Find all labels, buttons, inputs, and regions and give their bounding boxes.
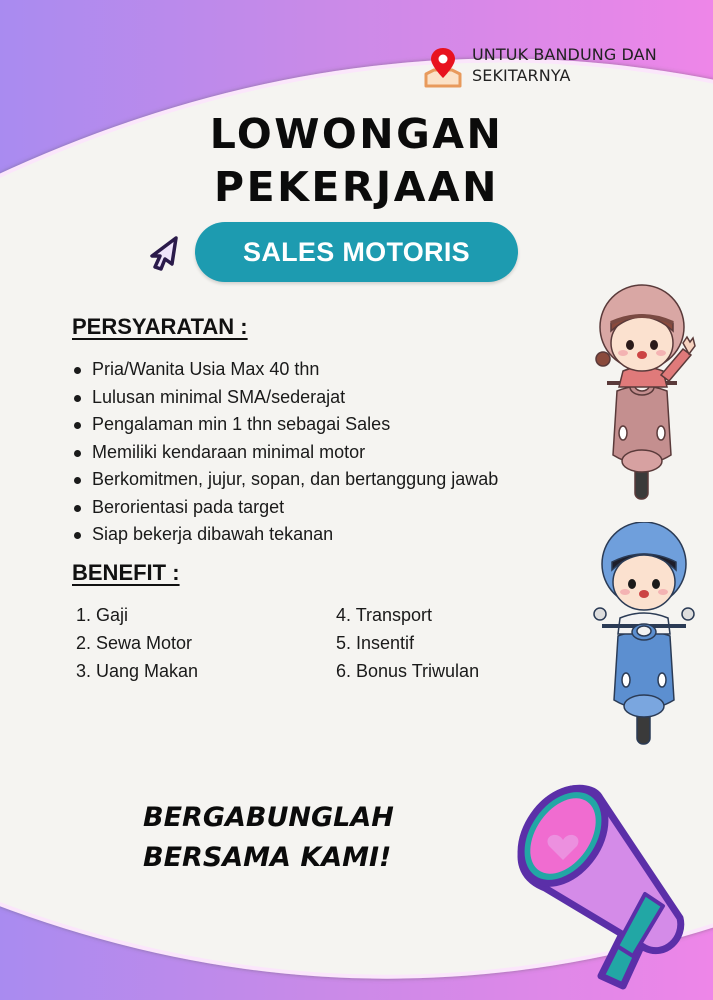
page-title [0,108,713,214]
requirement-item: Pria/Wanita Usia Max 40 thn [72,356,498,384]
cta-line-1: BERGABUNGLAH [143,802,394,833]
location-label [422,44,657,88]
location-line-2: SEKITARNYA [472,66,571,85]
title-line-1: LOWONGAN [209,110,504,158]
benefits-heading: BENEFIT : [72,560,180,585]
position-badge [195,222,518,282]
requirement-item: Berorientasi pada target [72,494,498,522]
requirement-item: Memiliki kendaraan minimal motor [72,439,498,467]
benefit-item: 1. Gaji [76,605,129,625]
requirement-item: Berkomitmen, jujur, sopan, dan bertanggung jawab [72,466,498,494]
title-line-2: PEKERJAAN [214,163,499,211]
benefit-item: 4. Transport [336,605,433,625]
girl-scooter-illustration [583,283,701,503]
boy-scooter-illustration [590,522,700,747]
benefit-item: 6. Bonus Triwulan [336,661,480,681]
location-line-1: UNTUK BANDUNG DAN [472,45,657,64]
requirement-item: Siap bekerja dibawah tekanan [72,521,498,549]
benefit-item: 3. Uang Makan [76,661,199,681]
benefits-list-left [76,601,198,685]
benefits-list-right [336,601,479,685]
requirement-item: Lulusan minimal SMA/sederajat [72,384,498,412]
requirement-item: Pengalaman min 1 thn sebagai Sales [72,411,498,439]
call-to-action [143,798,394,878]
requirements-list [72,356,498,549]
map-pin-icon [422,44,464,88]
position-label: SALES MOTORIS [243,236,470,267]
cta-line-2: BERSAMA KAMI! [143,842,392,873]
cursor-pointer-icon [146,234,182,272]
megaphone-icon [505,778,690,993]
benefit-item: 5. Insentif [336,633,415,653]
requirements-heading: PERSYARATAN : [72,314,248,339]
benefit-item: 2. Sewa Motor [76,633,193,653]
